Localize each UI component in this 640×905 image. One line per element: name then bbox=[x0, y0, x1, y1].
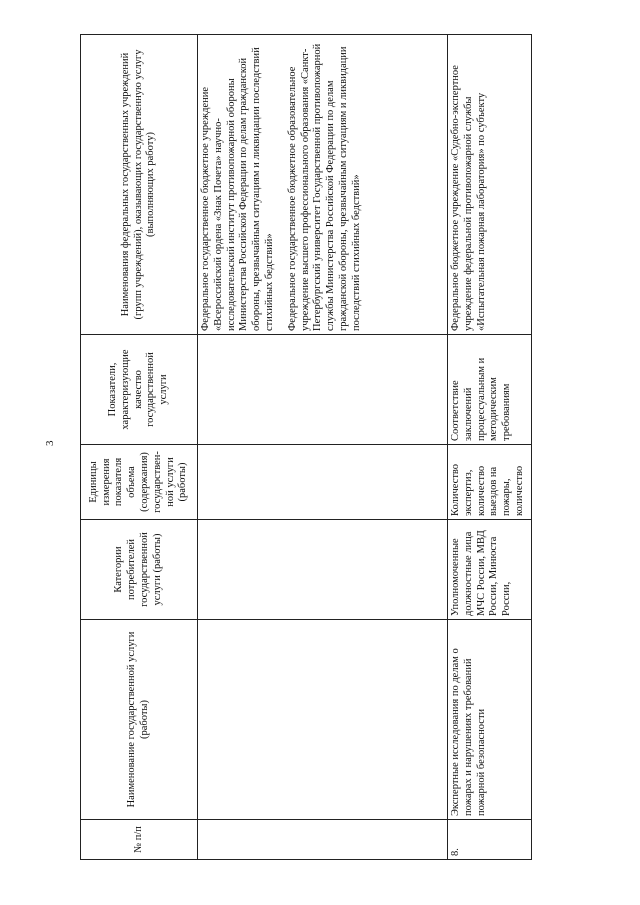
row-num: 8. bbox=[448, 820, 532, 860]
header-consumers: Категории потребителей государственной услуги (работы) bbox=[81, 520, 198, 620]
page-number: 3 bbox=[44, 440, 56, 446]
header-row bbox=[81, 35, 198, 860]
header-service-name: Наименование государственной услуги (работы) bbox=[81, 620, 198, 820]
services-table bbox=[80, 34, 532, 860]
row-units: Количество экспертиз, количество выездов на пожары, количество bbox=[448, 445, 532, 520]
institution-entry: Федеральное государственное бюджетное учреждение «Всероссийский ордена «Знак Почета» научно-исследовательский институт противопожарной обороны Министерства Российской Федерации по делам гражданской обороны, чрезвычайным ситуациям и ликвидации последствий стихийных бедствий» bbox=[200, 47, 275, 331]
row-quality bbox=[198, 335, 448, 445]
row-consumers bbox=[198, 520, 448, 620]
institution-entry: Федеральное бюджетное учреждение «Судебно-экспертное учреждение федеральной противопожарной службы «Испытательная пожарная лаборатория» по субъекту bbox=[450, 65, 487, 331]
row-num bbox=[198, 820, 448, 860]
row-service-name bbox=[198, 620, 448, 820]
header-quality: Показатели, характеризующие качество государственной услуги bbox=[81, 335, 198, 445]
row-institutions bbox=[198, 35, 448, 335]
header-institutions: Наименования федеральных государственных учреждений (групп учреждений), оказывающих государственную услугу (выполняющих работу) bbox=[81, 35, 198, 335]
header-units: Единицы измерения показателя объема (содержания) государствен-ной услуги (работы) bbox=[81, 445, 198, 520]
row-institutions bbox=[448, 35, 532, 335]
rotated-page bbox=[80, 35, 530, 860]
header-num: № п/п bbox=[81, 820, 198, 860]
institution-entry: Федеральное государственное бюджетное образовательное учреждение высшего профессионального образования «Санкт-Петербургский университет Государственной противопожарной службы Министерства Российской Федерации по делам гражданской обороны, чрезвычайным ситуациям и ликвидации последствий стихийных бедствий» bbox=[286, 43, 362, 331]
row-units bbox=[198, 445, 448, 520]
row-quality: Соответствие заключений процессуальным и методическим требованиям bbox=[448, 335, 532, 445]
table-row bbox=[198, 35, 448, 860]
table-row bbox=[448, 35, 532, 860]
row-consumers: Уполномоченные должностные лица МЧС России, МВД России, Минюста России, bbox=[448, 520, 532, 620]
row-service-name: Экспертные исследования по делам о пожарах и нарушениях требований пожарной безопасности bbox=[448, 620, 532, 820]
